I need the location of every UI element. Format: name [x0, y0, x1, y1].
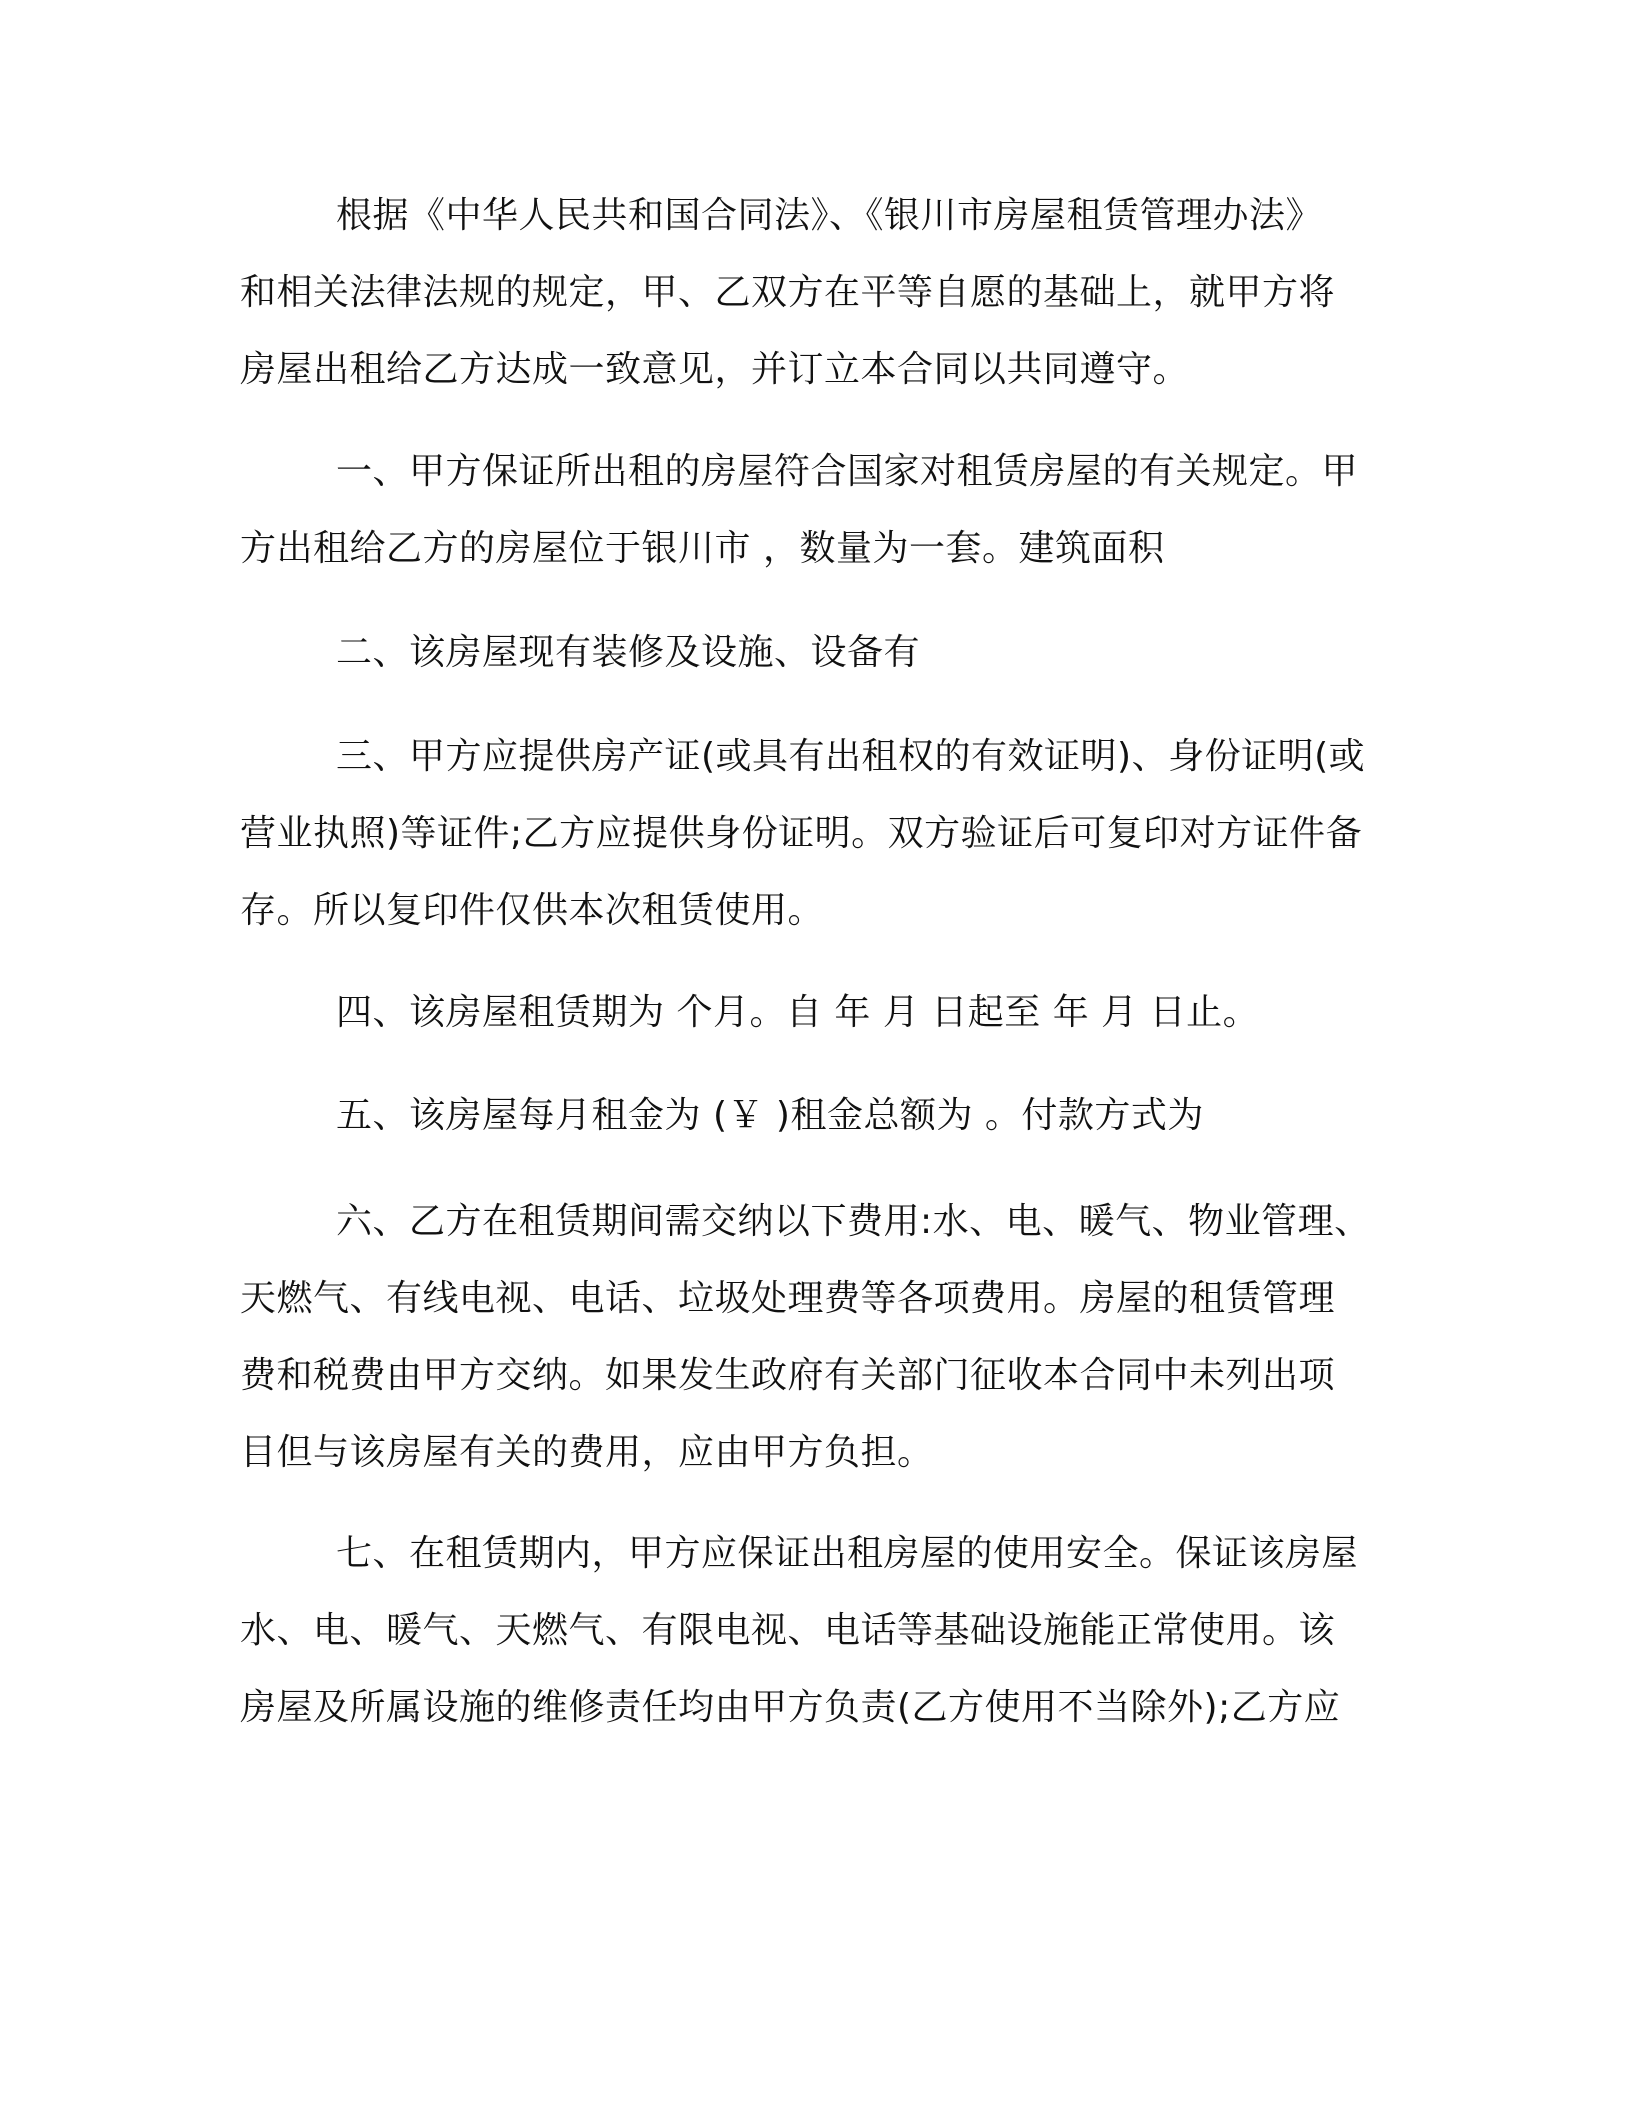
paragraph-clause-5 [240, 1077, 1390, 1154]
text-line: 天燃气、有线电视、电话、垃圾处理费等各项费用。房屋的租赁管理 [240, 1278, 1336, 1319]
text-line: 六、乙方在租赁期间需交纳以下费用:水、电、暖气、物业管理、 [336, 1201, 1371, 1242]
text-line: 一、甲方保证所出租的房屋符合国家对租赁房屋的有关规定。甲 [336, 451, 1359, 492]
text-line: 目但与该房屋有关的费用，应由甲方负担。 [240, 1432, 934, 1473]
text-line: 费和税费由甲方交纳。如果发生政府有关部门征收本合同中未列出项 [240, 1355, 1336, 1396]
paragraph-clause-2 [240, 614, 1390, 691]
text-line: 水、电、暖气、天燃气、有限电视、电话等基础设施能正常使用。该 [240, 1610, 1336, 1651]
text-line: 营业执照)等证件;乙方应提供身份证明。双方验证后可复印对方证件备 [240, 813, 1363, 854]
paragraph-clause-3 [240, 718, 1390, 949]
text-line: 房屋出租给乙方达成一致意见，并订立本合同以共同遵守。 [240, 349, 1190, 390]
text-line: 二、该房屋现有装修及设施、设备有 [336, 632, 921, 673]
paragraph-clause-1 [240, 433, 1390, 587]
paragraph-clause-7 [240, 1515, 1390, 1746]
text-line: 七、在租赁期内，甲方应保证出租房屋的使用安全。保证该房屋 [336, 1533, 1359, 1574]
text-line: 三、甲方应提供房产证(或具有出租权的有效证明)、身份证明(或 [336, 736, 1366, 777]
text-line: 和相关法律法规的规定，甲、乙双方在平等自愿的基础上，就甲方将 [240, 272, 1336, 313]
paragraph-clause-4 [240, 974, 1390, 1051]
paragraph-clause-6 [240, 1183, 1390, 1491]
text-line: 方出租给乙方的房屋位于银川市 ，数量为一套。建筑面积 [240, 528, 1165, 569]
text-line: 房屋及所属设施的维修责任均由甲方负责(乙方使用不当除外);乙方应 [240, 1687, 1341, 1728]
text-line: 根据《中华人民共和国合同法》、《银川市房屋租赁管理办法》 [336, 195, 1323, 236]
text-line: 存。所以复印件仅供本次租赁使用。 [240, 890, 825, 931]
text-line: 四、该房屋租赁期为 个月。自 年 月 日起至 年 月 日止。 [336, 992, 1260, 1033]
paragraph-preamble [240, 177, 1390, 408]
text-line: 五、该房屋每月租金为 (￥ )租金总额为 。付款方式为 [336, 1095, 1204, 1136]
